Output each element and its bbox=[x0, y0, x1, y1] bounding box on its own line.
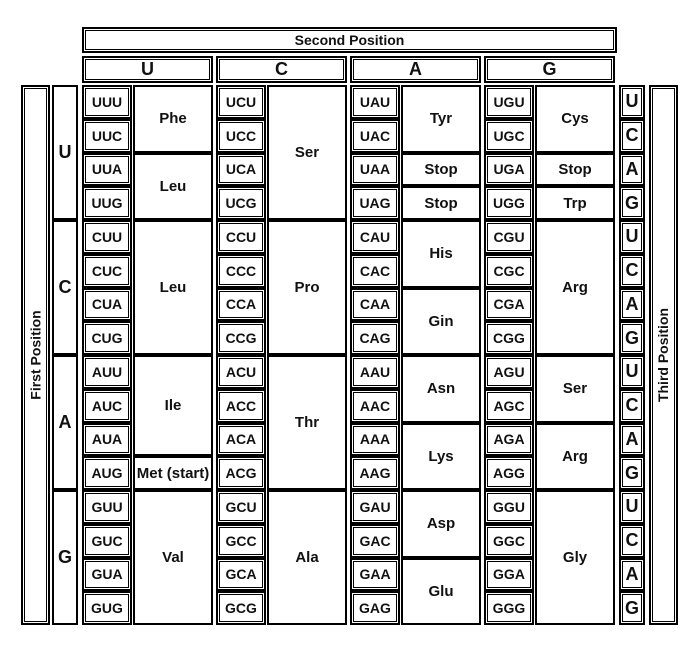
third-base-g: G bbox=[619, 321, 645, 355]
codon-cell: GGC bbox=[484, 524, 534, 558]
amino-acid-cell: Cys bbox=[535, 85, 615, 153]
amino-acid-cell: Ala bbox=[267, 490, 347, 625]
amino-acid-cell: Pro bbox=[267, 220, 347, 355]
codon-cell: CGC bbox=[484, 254, 534, 288]
codon-cell: GUC bbox=[82, 524, 132, 558]
codon-cell: UCG bbox=[216, 186, 266, 220]
codon-cell: ACG bbox=[216, 456, 266, 490]
codon-cell: CGU bbox=[484, 220, 534, 254]
codon-cell: GAU bbox=[350, 490, 400, 524]
codon-cell: CCA bbox=[216, 288, 266, 322]
amino-acid-cell: Ile bbox=[133, 355, 213, 456]
first-position-label: First Position bbox=[27, 310, 44, 400]
codon-cell: GGU bbox=[484, 490, 534, 524]
amino-acid-cell: Stop bbox=[401, 186, 481, 220]
codon-cell: AUA bbox=[82, 423, 132, 457]
codon-cell: AUU bbox=[82, 355, 132, 389]
codon-cell: UAA bbox=[350, 153, 400, 187]
codon-cell: GUU bbox=[82, 490, 132, 524]
third-position-label: Third Position bbox=[655, 307, 672, 403]
codon-cell: CUA bbox=[82, 288, 132, 322]
codon-cell: GAG bbox=[350, 591, 400, 625]
amino-acid-cell: Ser bbox=[267, 85, 347, 220]
codon-cell: GCC bbox=[216, 524, 266, 558]
codon-cell: AGC bbox=[484, 389, 534, 423]
codon-cell: CAG bbox=[350, 321, 400, 355]
codon-cell: UAC bbox=[350, 119, 400, 153]
codon-cell: UUU bbox=[82, 85, 132, 119]
amino-acid-cell: Met (start) bbox=[133, 456, 213, 490]
codon-cell: CGA bbox=[484, 288, 534, 322]
third-base-u: U bbox=[619, 355, 645, 389]
amino-acid-cell: Val bbox=[133, 490, 213, 625]
codon-cell: ACC bbox=[216, 389, 266, 423]
amino-acid-cell: Asn bbox=[401, 355, 481, 423]
codon-cell: UCC bbox=[216, 119, 266, 153]
amino-acid-cell: Trp bbox=[535, 186, 615, 220]
third-base-c: C bbox=[619, 389, 645, 423]
codon-cell: UGG bbox=[484, 186, 534, 220]
amino-acid-cell: His bbox=[401, 220, 481, 288]
third-base-a: A bbox=[619, 558, 645, 592]
codon-cell: GCU bbox=[216, 490, 266, 524]
third-base-u: U bbox=[619, 490, 645, 524]
codon-cell: GAC bbox=[350, 524, 400, 558]
codon-cell: GUG bbox=[82, 591, 132, 625]
third-base-c: C bbox=[619, 524, 645, 558]
codon-cell: CGG bbox=[484, 321, 534, 355]
codon-cell: UAU bbox=[350, 85, 400, 119]
codon-cell: UGU bbox=[484, 85, 534, 119]
third-base-u: U bbox=[619, 85, 645, 119]
first-base-a: A bbox=[52, 355, 78, 490]
codon-cell: AGG bbox=[484, 456, 534, 490]
amino-acid-cell: Thr bbox=[267, 355, 347, 490]
codon-cell: AAG bbox=[350, 456, 400, 490]
codon-cell: CCG bbox=[216, 321, 266, 355]
amino-acid-cell: Phe bbox=[133, 85, 213, 153]
codon-cell: UCU bbox=[216, 85, 266, 119]
codon-cell: AGA bbox=[484, 423, 534, 457]
second-base-u: U bbox=[82, 56, 213, 83]
third-base-a: A bbox=[619, 153, 645, 187]
codon-cell: UUG bbox=[82, 186, 132, 220]
amino-acid-cell: Gly bbox=[535, 490, 615, 625]
codon-cell: ACA bbox=[216, 423, 266, 457]
third-base-a: A bbox=[619, 288, 645, 322]
second-base-a: A bbox=[350, 56, 481, 83]
codon-cell: AAA bbox=[350, 423, 400, 457]
second-position-header: Second Position bbox=[82, 27, 617, 53]
codon-cell: CAU bbox=[350, 220, 400, 254]
third-base-u: U bbox=[619, 220, 645, 254]
codon-cell: CAA bbox=[350, 288, 400, 322]
codon-cell: UAG bbox=[350, 186, 400, 220]
amino-acid-cell: Leu bbox=[133, 220, 213, 355]
codon-cell: GCA bbox=[216, 558, 266, 592]
codon-cell: GGA bbox=[484, 558, 534, 592]
codon-cell: ACU bbox=[216, 355, 266, 389]
first-base-c: C bbox=[52, 220, 78, 355]
codon-cell: GCG bbox=[216, 591, 266, 625]
codon-cell: GAA bbox=[350, 558, 400, 592]
third-base-a: A bbox=[619, 423, 645, 457]
third-base-g: G bbox=[619, 591, 645, 625]
amino-acid-cell: Gin bbox=[401, 288, 481, 356]
codon-cell: AGU bbox=[484, 355, 534, 389]
amino-acid-cell: Leu bbox=[133, 153, 213, 221]
amino-acid-cell: Ser bbox=[535, 355, 615, 423]
amino-acid-cell: Glu bbox=[401, 558, 481, 626]
codon-cell: UUC bbox=[82, 119, 132, 153]
codon-cell: AUG bbox=[82, 456, 132, 490]
amino-acid-cell: Arg bbox=[535, 220, 615, 355]
codon-cell: GGG bbox=[484, 591, 534, 625]
codon-cell: AAU bbox=[350, 355, 400, 389]
codon-cell: GUA bbox=[82, 558, 132, 592]
third-position-header bbox=[649, 85, 678, 625]
first-base-g: G bbox=[52, 490, 78, 625]
amino-acid-cell: Asp bbox=[401, 490, 481, 558]
codon-cell: UUA bbox=[82, 153, 132, 187]
second-base-g: G bbox=[484, 56, 615, 83]
amino-acid-cell: Tyr bbox=[401, 85, 481, 153]
codon-cell: UGA bbox=[484, 153, 534, 187]
codon-cell: CCC bbox=[216, 254, 266, 288]
codon-cell: CCU bbox=[216, 220, 266, 254]
second-base-c: C bbox=[216, 56, 347, 83]
codon-cell: UCA bbox=[216, 153, 266, 187]
codon-cell: CUU bbox=[82, 220, 132, 254]
third-base-g: G bbox=[619, 456, 645, 490]
amino-acid-cell: Lys bbox=[401, 423, 481, 491]
codon-cell: UGC bbox=[484, 119, 534, 153]
first-position-header bbox=[21, 85, 50, 625]
amino-acid-cell: Arg bbox=[535, 423, 615, 491]
codon-cell: AUC bbox=[82, 389, 132, 423]
third-base-g: G bbox=[619, 186, 645, 220]
codon-cell: CAC bbox=[350, 254, 400, 288]
codon-cell: AAC bbox=[350, 389, 400, 423]
codon-cell: CUG bbox=[82, 321, 132, 355]
third-base-c: C bbox=[619, 254, 645, 288]
amino-acid-cell: Stop bbox=[401, 153, 481, 187]
codon-cell: CUC bbox=[82, 254, 132, 288]
third-base-c: C bbox=[619, 119, 645, 153]
amino-acid-cell: Stop bbox=[535, 153, 615, 187]
first-base-u: U bbox=[52, 85, 78, 220]
